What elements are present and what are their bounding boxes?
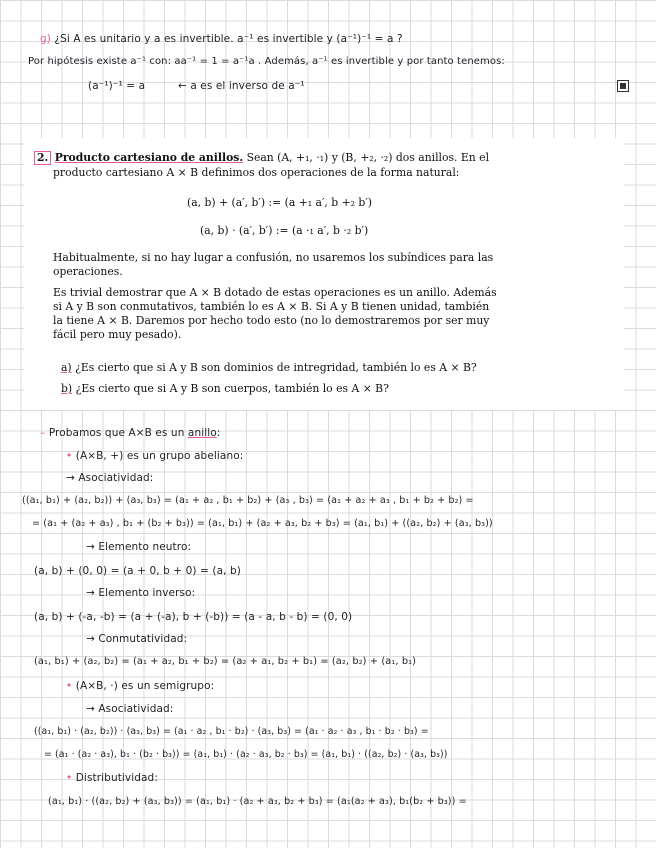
neutral-line: (a, b) + (0, 0) = (a + 0, b + 0) = (a, b)	[34, 565, 241, 577]
paragraph-2-line-3: la tiene A × B. Daremos por hecho todo esto (no lo demostraremos por ser muy	[53, 314, 490, 327]
label-distributive	[66, 772, 158, 784]
subheading-group	[66, 450, 243, 462]
question-a-text: ¿Es cierto que si A y B son dominios de intregridad, también lo es A × B?	[75, 361, 477, 374]
assoc-product-line-2: = (a₁ · (a₂ · a₃), b₁ · (b₂ · b₃)) = (a₁, b₁) · (a₂ · a₃, b₂ · b₃) = (a₁, b₁) · ((a₂, b₂) · (a₃, b₃))	[44, 749, 448, 760]
subheading-semigroup	[66, 680, 214, 692]
bullet-dot: •	[66, 680, 73, 692]
question-b	[61, 381, 389, 396]
paragraph-1-line-2: operaciones.	[53, 265, 123, 278]
question-g	[40, 33, 403, 45]
distributive-line: (a₁, b₁) · ((a₂, b₂) + (a₃, b₃)) = (a₁, b₁) · (a₂ + a₃, b₂ + b₃) = (a₁(a₂ + a₃), b₁(b₂ + b₃)) =	[48, 796, 467, 807]
question-b-label: b)	[61, 382, 73, 395]
bullet-dash: –	[40, 427, 46, 439]
question-g-text: ¿Si A es unitario y a es invertible. a⁻¹ es invertible y (a⁻¹)⁻¹ = a ?	[54, 33, 403, 45]
label-neutral: → Elemento neutro:	[86, 541, 192, 553]
question-b-text: ¿Es cierto que si A y B son cuerpos, también lo es A × B?	[75, 382, 389, 395]
equation-product: (a, b) · (a′, b′) := (a ·₁ a′, b ·₂ b′)	[200, 224, 369, 237]
exercise-header	[34, 150, 489, 165]
proof-heading-word: anillo	[187, 427, 217, 439]
question-a	[61, 360, 477, 375]
label-inverse: → Elemento inverso:	[86, 587, 196, 599]
paragraph-1-line-1: Habitualmente, si no hay lugar a confusión, no usaremos los subíndices para las	[53, 251, 494, 264]
exercise-title: Producto cartesiano de anillos.	[54, 151, 244, 164]
commutative-line: (a₁, b₁) + (a₂, b₂) = (a₁ + a₂, b₁ + b₂) = (a₂ + a₁, b₂ + b₁) = (a₂, b₂) + (a₁, b₁)	[34, 656, 417, 667]
exercise-intro-1: Sean (A, +₁, ·₁) y (B, +₂, ·₂) dos anillos. En el	[246, 151, 490, 164]
label-distributive-text: Distributividad:	[75, 772, 158, 784]
question-a-label: a)	[61, 361, 72, 374]
proof-heading-text: Probamos que A×B es un	[48, 427, 185, 439]
assoc-product-line-1: ((a₁, b₁) · (a₂, b₂)) · (a₃, b₃) = (a₁ · a₂ , b₁ · b₂) · (a₃, b₃) = (a₁ · a₂ · a₃ , b₁ · b₂ · b₃) =	[34, 726, 429, 737]
bullet-dot: •	[66, 772, 73, 784]
paragraph-2-line-2: si A y B son conmutativos, también lo es A × B. Si A y B tienen unidad, también	[53, 300, 490, 313]
proof-heading: – Probamos que A×B es un anillo:	[40, 427, 221, 439]
label-commutative: → Conmutatividad:	[86, 633, 188, 645]
proof-line-2-note: ← a es el inverso de a⁻¹	[178, 80, 305, 92]
question-g-label: g)	[40, 33, 51, 45]
checkbox-icon[interactable]	[617, 80, 629, 92]
exercise-intro-2: producto cartesiano A × B definimos dos operaciones de la forma natural:	[53, 166, 460, 179]
equation-sum: (a, b) + (a′, b′) := (a +₁ a′, b +₂ b′)	[187, 196, 373, 209]
paragraph-2-line-1: Es trivial demostrar que A × B dotado de estas operaciones es un anillo. Además	[53, 286, 497, 299]
inverse-line: (a, b) + (-a, -b) = (a + (-a), b + (-b)) = (a - a, b - b) = (0, 0)	[34, 611, 353, 623]
assoc-sum-line-1: ((a₁, b₁) + (a₂, b₂)) + (a₃, b₃) = (a₁ + a₂ , b₁ + b₂) + (a₃ , b₃) = (a₁ + a₂ + a₃ , b₁ + b₂ + b₂) =	[22, 495, 474, 506]
proof-line-2: (a⁻¹)⁻¹ = a	[88, 80, 146, 92]
subheading-group-text: (A×B, +) es un grupo abeliano:	[75, 450, 244, 462]
printed-exercise	[24, 138, 624, 410]
label-assoc-sum: → Asociatividad:	[66, 472, 154, 484]
bullet-dot: •	[66, 450, 73, 462]
paragraph-2-line-4: fácil pero muy pesado).	[53, 328, 182, 341]
subheading-semigroup-text: (A×B, ·) es un semigrupo:	[75, 680, 215, 692]
assoc-sum-line-2: = (a₁ + (a₂ + a₃) , b₁ + (b₂ + b₃)) = (a₁, b₁) + (a₂ + a₃, b₂ + b₃) = (a₁, b₁) + ((a₂, b₂) + (a₃, b₃))	[32, 518, 493, 529]
exercise-number: 2.	[34, 151, 51, 165]
proof-line-1: Por hipótesis existe a⁻¹ con: aa⁻¹ = 1 = a⁻¹a . Además, a⁻¹ es invertible y por tanto tenemos:	[28, 56, 505, 67]
label-assoc-product: → Asociatividad:	[86, 703, 174, 715]
